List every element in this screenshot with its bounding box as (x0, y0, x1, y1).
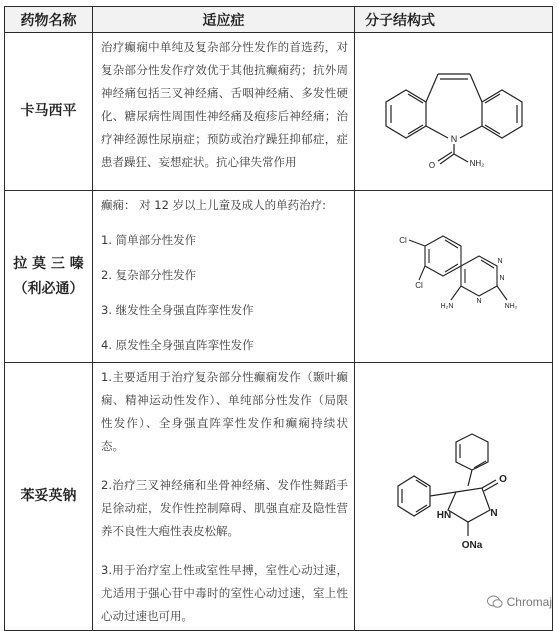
atom-label: H₂N (440, 302, 453, 310)
indication-cell (93, 33, 355, 191)
wechat-bubble-icon (487, 595, 503, 609)
atom-label: N (450, 133, 457, 144)
drug-name: 苯妥英钠 (20, 488, 77, 504)
atom-label: N (496, 257, 503, 265)
indication-item: 2. 复杂部分性发作 (101, 268, 197, 282)
atom-label: HN (436, 509, 451, 521)
table-row (5, 363, 553, 631)
structure-cell (355, 33, 553, 191)
drug-name-sub: （利必通） (13, 280, 84, 297)
drug-name: 拉 莫 三 嗪 (13, 255, 84, 272)
atom-label: N (475, 297, 482, 305)
watermark-text: Chromaj (506, 595, 552, 609)
atom-label: NH₂ (504, 302, 517, 310)
atom-label: Cl (398, 235, 407, 245)
indication-cell (93, 363, 355, 631)
structure-cell (355, 363, 553, 631)
indication-text: 治疗癫痫中单纯及复杂部分性发作的首选药，对复杂部分性发作疗效优于其他抗癫痫药；抗外周神经痛包括三叉神经痛、舌咽神经痛、多发性硬化、糖尿病性周围性神经痛及疱疹后神经痛；治疗神经源性尿崩症；预防或治疗躁狂抑郁症，症患者躁狂、妄想症状。抗心律失常作用 (101, 40, 348, 169)
drug-name: 卡马西平 (20, 103, 77, 119)
header-drug-name: 药物名称 (5, 7, 93, 33)
drug-table (4, 6, 553, 631)
indication-paragraph: 1.主要适用于治疗复杂部分性癫痫发作（颞叶癫痫、精神运动性发作）、单纯部分性发作（局限性发作）、全身强直阵挛性发作和癫痫持续状态。 (101, 370, 348, 453)
indication-item: 4. 原发性全身强直阵挛性发作 (101, 338, 254, 352)
atom-label: ONa (461, 539, 482, 551)
indication-paragraph: 2.治疗三叉神经痛和坐骨神经痛、发作性舞蹈手足徐动症，发作性控制障碍、肌强直症及隐性营养不良性大疱性表皮松解。 (101, 478, 348, 538)
carbamazepine-structure (374, 50, 534, 170)
table-row (5, 33, 553, 191)
phenytoin-structure (384, 430, 524, 560)
indication-cell (93, 191, 355, 363)
table-row (5, 191, 553, 363)
drug-name-cell (5, 363, 93, 631)
drug-name-cell (5, 33, 93, 191)
atom-label: O (498, 473, 507, 485)
indication-item: 3. 继发性全身强直阵挛性发作 (101, 303, 254, 317)
drug-name-cell (5, 191, 93, 363)
watermark (487, 595, 552, 609)
atom-label: NH₂ (469, 158, 484, 168)
table-header-row (5, 7, 553, 33)
header-indication: 适应症 (93, 7, 355, 33)
lamotrigine-structure (379, 230, 529, 320)
indication-intro: 癫痫： 对 12 岁以上儿童及成人的单药治疗: (101, 198, 326, 212)
atom-label: Cl (414, 280, 423, 290)
structure-cell (355, 191, 553, 363)
atom-label: O (428, 160, 435, 170)
indication-paragraph: 3.用于治疗室上性或室性早搏，室性心动过速，尤适用于强心苷中毒时的室性心动过速，室上性心动过速也可用。 (101, 563, 348, 623)
atom-label: N (498, 274, 505, 282)
header-structure: 分子结构式 (355, 7, 553, 33)
atom-label: N (489, 507, 498, 519)
indication-item: 1. 简单部分性发作 (101, 233, 197, 247)
